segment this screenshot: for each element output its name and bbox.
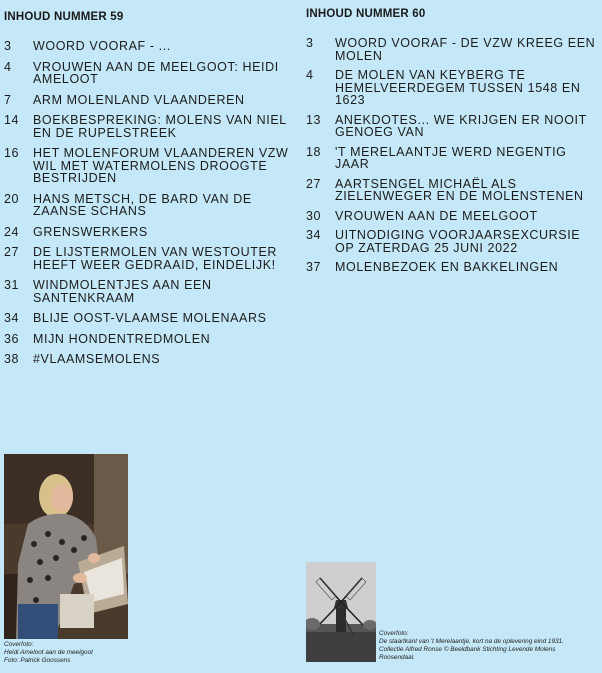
toc-page-number: 36	[4, 331, 20, 346]
cover-caption-59	[4, 641, 144, 665]
toc-entry	[4, 246, 298, 271]
toc-page-number: 31	[4, 278, 20, 292]
toc-entry	[4, 61, 298, 86]
toc-page-number: 4	[4, 59, 12, 74]
toc-page-number: 14	[4, 113, 20, 127]
toc-entry	[306, 146, 598, 171]
toc-article-title: DE MOLEN VAN KEYBERG TE HEMELVEERDEGEM TUSSEN 1548 EN 1623	[335, 68, 581, 107]
caption-label: Coverfoto:	[4, 641, 34, 648]
toc-article-title: VROUWEN AAN DE MEELGOOT	[335, 208, 538, 223]
toc-entry	[4, 94, 298, 107]
toc-entry	[4, 114, 298, 139]
toc-page-number: 3	[306, 36, 314, 50]
toc-entry	[4, 279, 298, 304]
toc-page-number: 38	[4, 352, 20, 366]
toc-page-number: 37	[306, 260, 322, 274]
toc-article-title: HET MOLENFORUM VLAANDEREN VZW WIL MET WATERMOLENS DROOGTE BESTRIJDEN	[33, 146, 289, 185]
toc-article-title: DE LIJSTERMOLEN VAN WESTOUTER HEEFT WEER GEDRAAID, EINDELIJK!	[33, 245, 278, 272]
toc-page-number: 27	[306, 176, 322, 191]
toc-entry	[306, 229, 598, 254]
toc-article-title: ANEKDOTES... WE KRIJGEN ER NOOIT GENOEG VAN	[335, 112, 587, 139]
toc-page-number: 7	[4, 92, 12, 107]
caption-text: De staartkant van 't Merelaantje, kort na de oplevering eind 1931. Collectie Alfred Ronse © Beeldbank Stichting Levende Molens Roosendaal.	[379, 638, 564, 661]
toc-article-title: HANS METSCH, DE BARD VAN DE ZAANSE SCHANS	[33, 191, 252, 218]
toc-article-title: #VLAAMSEMOLENS	[33, 352, 161, 366]
toc-entry	[4, 193, 298, 218]
toc-article-title: VROUWEN AAN DE MEELGOOT: HEIDI AMELOOT	[33, 59, 279, 86]
toc-page-number: 18	[306, 144, 322, 159]
toc-entry	[306, 114, 598, 139]
toc-article-title: AARTSENGEL MICHAËL ALS ZIELENWEGER EN DE MOLENSTENEN	[335, 176, 584, 203]
toc-article-title: UITNODIGING VOORJAARSEXCURSIE OP ZATERDAG 25 JUNI 2022	[335, 228, 581, 255]
toc-entry	[4, 333, 298, 346]
toc-issue-59	[4, 0, 298, 374]
toc-article-title: BLIJE OOST-VLAAMSE MOLENAARS	[33, 311, 267, 325]
toc-issue-60	[306, 0, 598, 281]
toc-entry	[4, 147, 298, 185]
cover-photo-windmill	[306, 562, 376, 662]
toc-entry	[306, 69, 598, 107]
toc-heading-59: INHOUD NUMMER 59	[4, 11, 124, 23]
toc-article-title: WINDMOLENTJES AAN EEN SANTENKRAAM	[33, 278, 212, 305]
toc-article-title: MOLENBEZOEK EN BAKKELINGEN	[335, 260, 559, 274]
toc-list-59	[4, 40, 298, 366]
toc-page-number: 13	[306, 112, 322, 127]
cover-photo-heidi-ameloot	[4, 454, 128, 639]
toc-heading-60: INHOUD NUMMER 60	[306, 8, 426, 20]
toc-page-number: 24	[4, 224, 20, 239]
toc-page-number: 30	[306, 208, 322, 223]
toc-page-number: 27	[4, 245, 20, 259]
toc-article-title: WOORD VOORAF - ...	[33, 39, 171, 53]
toc-article-title: ARM MOLENLAND VLAANDEREN	[33, 92, 245, 107]
toc-page-number: 16	[4, 146, 20, 160]
caption-label: Coverfoto:	[379, 630, 409, 637]
toc-list-60	[306, 37, 598, 274]
toc-entry	[4, 40, 298, 53]
toc-page-number: 34	[306, 228, 322, 242]
toc-page-number: 34	[4, 311, 20, 325]
toc-article-title: WOORD VOORAF - DE VZW KREEG EEN MOLEN	[335, 36, 596, 63]
toc-article-title: GRENSWERKERS	[33, 224, 148, 239]
caption-line: Heidi Ameloot aan de meelgoot	[4, 649, 93, 656]
toc-entry	[4, 312, 298, 325]
toc-entry	[306, 178, 598, 203]
caption-line: Foto: Patrick Goossens	[4, 657, 71, 664]
toc-article-title: 'T MERELAANTJE WERD NEGENTIG JAAR	[335, 144, 567, 171]
toc-entry	[4, 226, 298, 239]
toc-entry	[4, 353, 298, 366]
toc-article-title: BOEKBESPREKING: MOLENS VAN NIEL EN DE RUPELSTREEK	[33, 113, 287, 140]
toc-page-number: 4	[306, 68, 314, 82]
toc-entry	[306, 261, 598, 274]
toc-article-title: MIJN HONDENTREDMOLEN	[33, 331, 211, 346]
toc-page-number: 20	[4, 191, 20, 206]
cover-caption-60	[379, 630, 585, 662]
toc-entry	[306, 210, 598, 223]
toc-page-number: 3	[4, 39, 12, 53]
toc-entry	[306, 37, 598, 62]
